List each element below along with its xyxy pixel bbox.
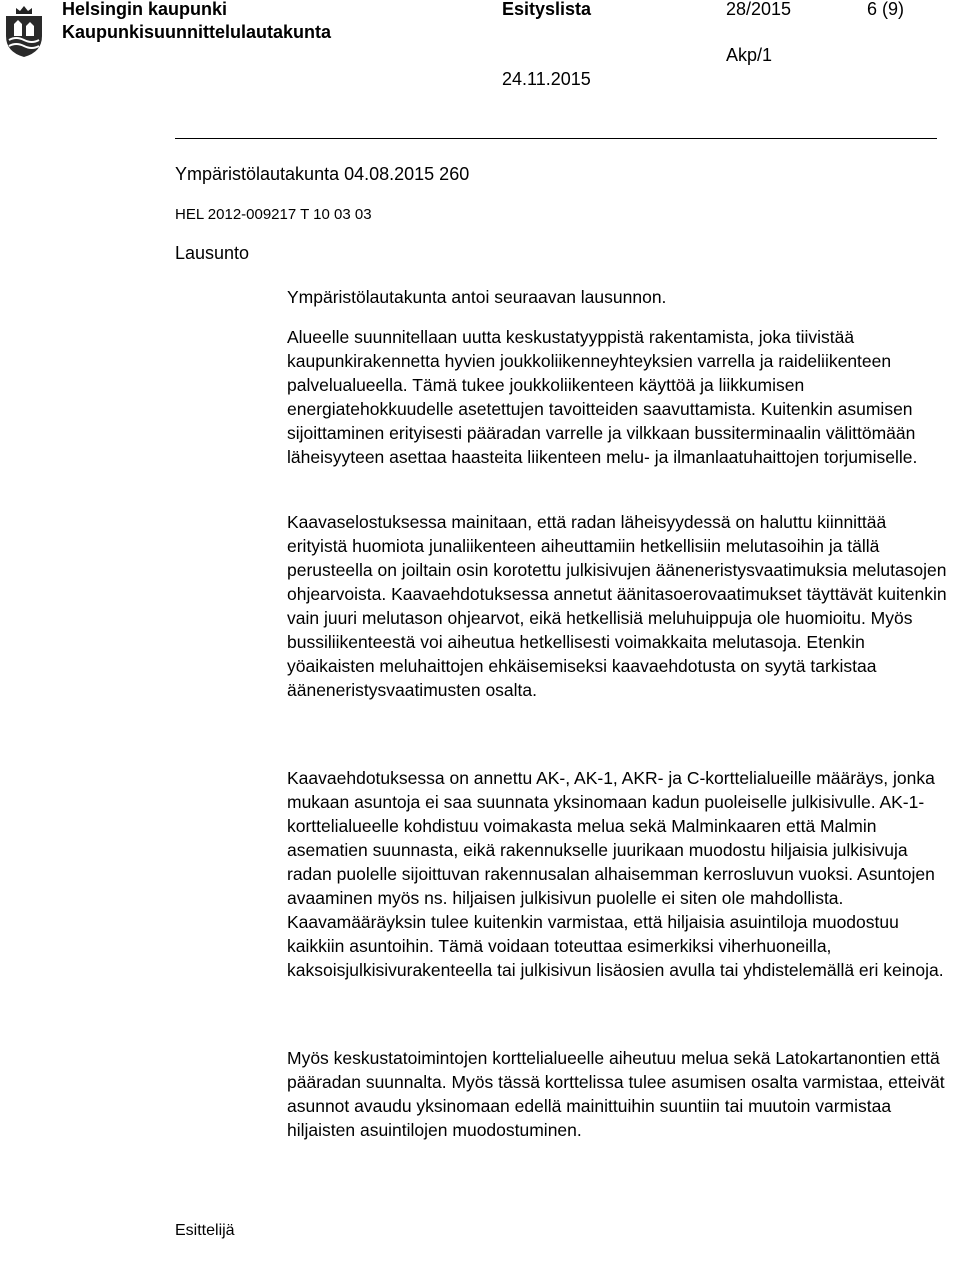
header-doc-type: Esityslista — [502, 0, 592, 19]
body-paragraph: Alueelle suunnitellaan uutta keskustatyyppistä rakentamista, joka tiivistää kaupunkirakennetta hyvien joukkoliikenneyhteyksien varrella ja raideliikenteen palvelualueella. Tämä tukee joukkoliikenteen käyttöä ja liikkumisen energiatehokkuudelle asetettujen tavoitteiden saavuttamista. Kuitenkin asumisen sijoittaminen erityisesti pääradan varrelle ja vilkkaan bussiterminaalin välittömään läheisyyteen asettaa haasteita liikenteen melu- ja ilmanlaatuhaittojen torjumiselle. — [287, 327, 918, 467]
paragraph-1 — [287, 325, 947, 469]
header-page: 6 (9) — [867, 0, 905, 19]
header-number: 28/2015 — [726, 0, 792, 19]
paragraph-2 — [287, 510, 947, 702]
body-paragraph: Kaavaehdotuksessa on annettu AK-, AK-1, AKR- ja C-korttelialueille määräys, jonka mukaan asuntoja ei saa suunnata yksinomaan kadun puoleiselle julkisivulle. AK-1-korttelialueelle kohdistuu voimakasta melua sekä Malminkaaren että Malmin asematien suunnasta, eikä rakennukselle juurikaan muodostu hiljaisia julkisivuja radan puolelle sijoittuvan rakennusalan alhaisemman kerrosluvun vuoksi. Asuntojen avaaminen myös ns. hiljaisen julkisivun puolelle ei siten ole mahdollista. Kaavamääräyksin tulee kuitenkin varmistaa, että hiljaisia asuintiloja muodostuu kaikkiin asuntoihin. Tämä voidaan toteuttaa esimerkiksi viherhuoneilla, kaksoisjulkisivurakenteella tai julkisivun lisäosien avulla tai yhdistelemällä eri keinoja. — [287, 768, 944, 980]
header-board: Kaupunkisuunnittelulautakunta — [62, 22, 332, 42]
helsinki-crest-logo — [2, 2, 46, 58]
body-paragraph: Kaavaselostuksessa mainitaan, että radan läheisyydessä on haluttu kiinnittää erityistä huomiota junaliikenteen aiheuttamiin hetkellisiin melutasoihin ja tällä perusteella on joiltain osin korotettu julkisivujen ääneneristysvaatimuksia melutasojen ohjearvoista. Kaavaehdotuksessa annetut äänitasoerovaatimukset täyttävät kuitenkin vain juuri melutason ohjearvot, eikä hetkellisiä meluhuippuja ole huomioitu. Myös bussiliikenteestä voi aiheutua hetkellisesti voimakkaita melutasoja. Etenkin yöaikaisten meluhaittojen ehkäisemiseksi kaavaehdotusta on syytä tarkistaa ääneneristysvaatimusten osalta. — [287, 512, 947, 700]
header-section: Akp/1 — [726, 45, 773, 65]
header-divider — [175, 138, 937, 139]
section-heading: Lausunto — [175, 243, 250, 263]
paragraph-4 — [287, 1046, 947, 1142]
intro-paragraph: Ympäristölautakunta antoi seuraavan lausunnon. — [287, 287, 667, 307]
paragraph-3 — [287, 766, 947, 982]
case-id: HEL 2012-009217 T 10 03 03 — [175, 206, 372, 223]
statement-intro — [287, 285, 947, 309]
reference-line: Ympäristölautakunta 04.08.2015 260 — [175, 164, 470, 184]
body-paragraph: Myös keskustatoimintojen korttelialueelle aiheutuu melua sekä Latokartanontien että pääradan suunnalta. Myös tässä korttelissa tulee asumisen osalta varmistaa, etteivät asunnot avaudu yksinomaan edellä mainittuihin suuntiin tai muutoin varmistaa hiljaisten asuintilojen muodostuminen. — [287, 1048, 945, 1140]
header-city: Helsingin kaupunki — [62, 0, 228, 19]
header-date: 24.11.2015 — [502, 69, 591, 89]
presenter-label: Esittelijä — [175, 1222, 235, 1239]
